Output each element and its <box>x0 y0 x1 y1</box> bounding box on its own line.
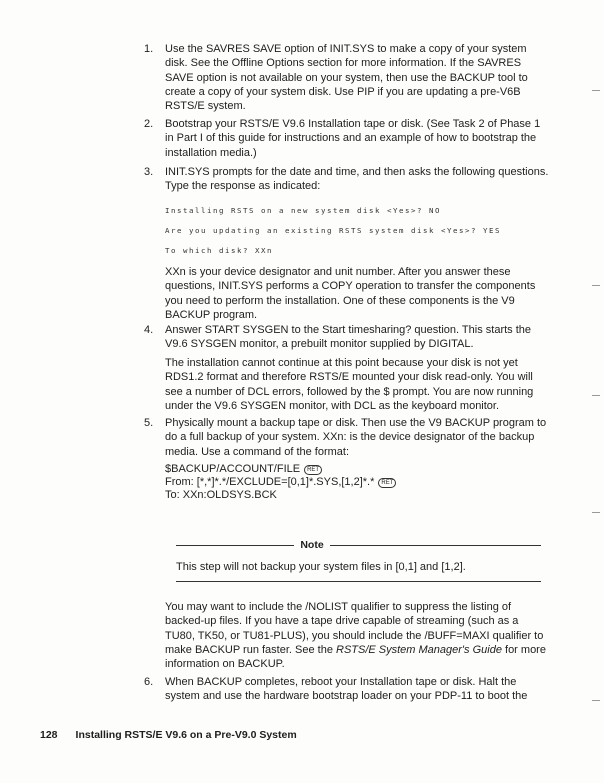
page-footer <box>40 729 297 741</box>
note-title <box>0 539 604 551</box>
scan-mark <box>592 285 600 286</box>
dialog-line: To which disk? XXn <box>165 246 273 255</box>
step-text: Answer START SYSGEN to the Start timesharing? question. This starts the V9.6 SYSGEN monitor, a prebuilt monitor supplied by DIGITAL. <box>165 324 532 351</box>
page-number: 128 <box>40 729 58 741</box>
footer-title: Installing RSTS/E V9.6 on a Pre-V9.0 System <box>75 729 297 741</box>
note-text: This step will not backup your system files in [0,1] and [1,2]. <box>176 561 466 573</box>
return-key-icon: RET <box>304 465 322 475</box>
step-text: Physically mount a backup tape or disk. Then use the V9 BACKUP program to do a full backup of your system. XXn: is the device designator of the backup media. Use a command of the format: <box>165 417 547 458</box>
step-text: INIT.SYS prompts for the date and time, and then asks the following questions. Type the response as indicated: <box>165 166 549 193</box>
step-text: When BACKUP completes, reboot your Installation tape or disk. Halt the system and use the hardware bootstrap loader on your PDP-11 to boot the <box>165 676 528 703</box>
scan-mark <box>592 395 600 396</box>
step-text: Use the SAVRES SAVE option of INIT.SYS to make a copy of your system disk. See the Offline Options section for more information. If the SAVRES SAVE option is not available on your system, then use the BACKUP tool to create a copy of your system disk. Use PIP if you are updating a pre-V6B RSTS/E system. <box>165 43 528 113</box>
return-key-icon: RET <box>378 478 396 488</box>
dialog-line: Are you updating an existing RSTS system disk <Yes>? YES <box>165 226 501 235</box>
scan-mark <box>592 90 600 91</box>
step-number: 1. <box>144 43 154 55</box>
step-number: 3. <box>144 166 154 178</box>
note-title-text: Note <box>294 539 329 551</box>
note-rule-bottom <box>176 581 541 582</box>
manual-reference: RSTS/E System Manager's Guide <box>336 643 502 656</box>
followup-text: You may want to include the /NOLIST qualifier to suppress the listing of backed-up files. If you have a tape drive capable of streaming (such as a TU80, TK50, or TU81-PLUS), you should include the /BUFF=MAXI qualifier to make BACKUP run faster. See the <box>165 601 544 656</box>
step-followup: The installation cannot continue at this point because your disk is not yet RDS1.2 format and therefore RSTS/E mounted your disk read-only. You will see a number of DCL errors, followed by the $ prompt. You are now running under the V9.6 SYSGEN monitor, with DCL as the keyboard monitor. <box>165 357 534 412</box>
followup-text: for more information on BACKUP. <box>165 643 546 671</box>
scan-mark <box>592 512 600 513</box>
step-text: Bootstrap your RSTS/E V9.6 Installation tape or disk. (See Task 2 of Phase 1 in Part I of this guide for instructions and an example of how to bootstrap the installation media.) <box>165 118 541 159</box>
step-number: 2. <box>144 118 154 130</box>
command-line <box>165 463 322 477</box>
command-line <box>165 476 396 490</box>
step-followup: XXn is your device designator and unit number. After you answer these questions, INIT.SYS performs a COPY operation to transfer the components you need to perform the installation. One of these components is the V9 BACKUP program. <box>165 266 536 321</box>
command-text: $BACKUP/ACCOUNT/FILE <box>165 463 301 475</box>
scan-mark <box>592 700 600 701</box>
step-number: 4. <box>144 324 154 336</box>
step-followup <box>165 600 549 671</box>
step-number: 6. <box>144 676 154 688</box>
dialog-line: Installing RSTS on a new system disk <Yes>? NO <box>165 206 441 215</box>
command-line: To: XXn:OLDSYS.BCK <box>165 489 277 501</box>
step-number: 5. <box>144 417 154 429</box>
command-text: From: [*,*]*.*/EXCLUDE=[0,1]*.SYS,[1,2]*.* <box>165 476 375 488</box>
